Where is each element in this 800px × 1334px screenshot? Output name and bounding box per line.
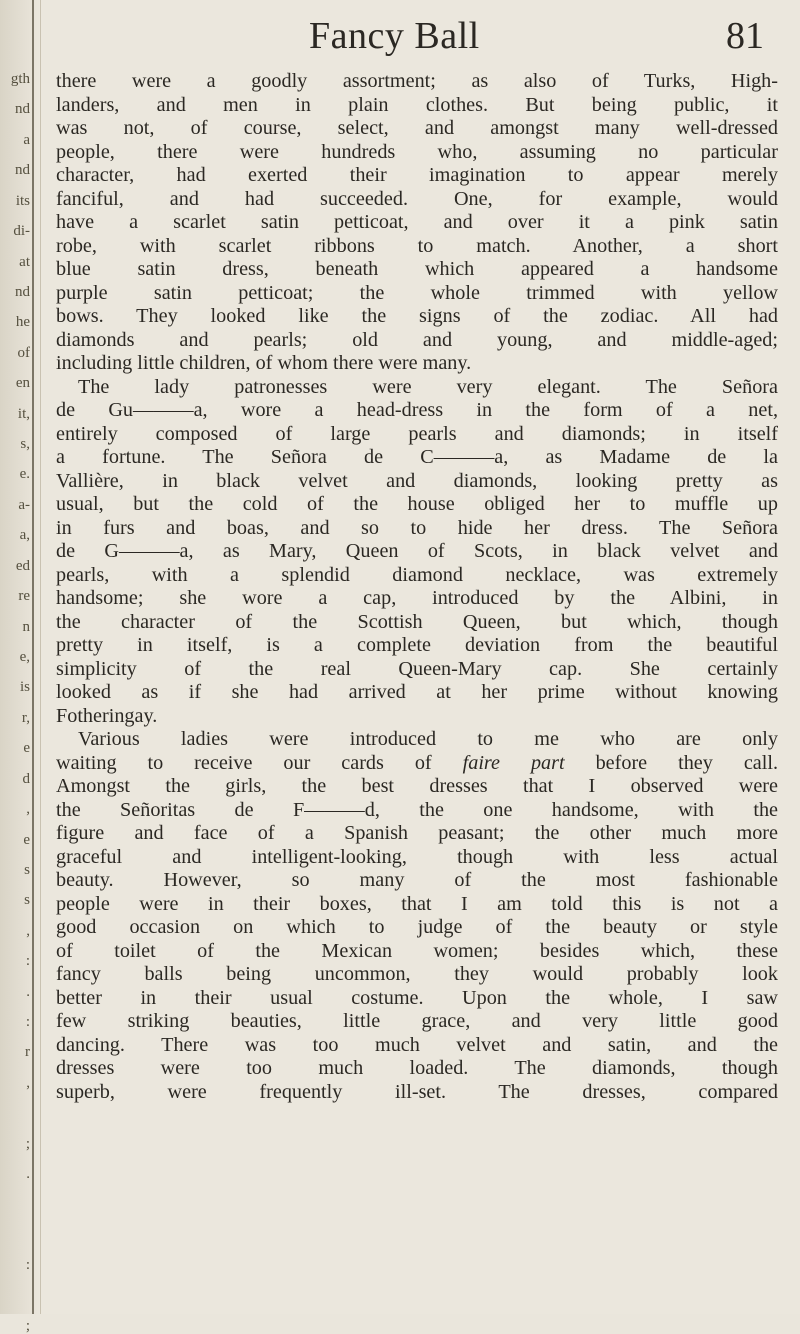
text-line: Various ladies were introduced to me who are only	[78, 728, 778, 750]
running-title: Fancy Ball	[309, 15, 480, 57]
gutter-fragment: of	[17, 345, 30, 361]
text-line: bows. They looked like the signs of the zodiac. All had	[56, 305, 778, 327]
gutter-fragment: :	[25, 1258, 30, 1274]
text-line: figure and face of a Spanish peasant; the other much more	[56, 822, 778, 844]
text-line: including little children, of whom there were many.	[56, 352, 472, 374]
gutter-fragment: he	[15, 315, 30, 331]
gutter-fragment: s,	[20, 437, 30, 453]
text-line: people were in their boxes, that I am told this is not a	[56, 892, 778, 915]
text-line: fancy balls being uncommon, they would probably look	[56, 963, 778, 985]
text-line: looked as if she had arrived at her prime without knowing	[56, 681, 778, 703]
text-line: The lady patronesses were very elegant. The Señora	[78, 375, 778, 398]
text-line: simplicity of the real Queen-Mary cap. She certainly	[56, 657, 778, 680]
text-line: waiting to receive our cards of faire part before they call.	[56, 751, 779, 774]
gutter-fragment: a,	[19, 528, 30, 544]
gutter-fragment: ;	[25, 1319, 30, 1334]
page-number: 81	[726, 15, 764, 57]
gutter-fragment: d	[22, 771, 30, 787]
gutter-fragment: n	[22, 619, 30, 635]
gutter-fragment: its	[15, 193, 30, 209]
text-line: fanciful, and had succeeded. One, for example, would	[56, 187, 778, 210]
gutter-fragment: e	[23, 832, 30, 848]
gutter-fragment: di-	[13, 224, 30, 240]
text-line: good occasion on which to judge of the beauty or style	[56, 916, 778, 938]
text-line: a fortune. The Señora de C———a, as Madame de la	[56, 446, 778, 468]
text-line: pretty in itself, is a complete deviation from the beautiful	[56, 634, 778, 656]
gutter-fragment: r	[25, 1045, 30, 1061]
binding-rule	[32, 0, 34, 1314]
text-line: blue satin dress, beneath which appeared a handsome	[56, 258, 778, 280]
text-line: Fotheringay.	[56, 704, 158, 727]
text-line: Amongst the girls, the best dresses that I observed were	[56, 775, 778, 797]
text-line: of toilet of the Mexican women; besides which, these	[56, 939, 778, 962]
text-line: handsome; she wore a cap, introduced by the Albini, in	[56, 587, 778, 609]
gutter-fragment: a	[23, 132, 30, 148]
gutter-fragment: .	[26, 1167, 30, 1183]
gutter-fragment: a-	[18, 497, 30, 513]
gutter-fragment: ,	[26, 923, 30, 939]
text-line: de Gu———a, wore a head-dress in the form of a net,	[56, 399, 778, 421]
text-line: dresses were too much loaded. The diamonds, though	[56, 1057, 778, 1079]
gutter-fragment: e	[23, 741, 30, 757]
text-line: purple satin petticoat; the whole trimmed with yellow	[56, 281, 778, 304]
gutter-fragment: ;	[25, 1136, 30, 1152]
gutter-fragment: is	[19, 680, 30, 696]
text-line: the Señoritas de F———d, the one handsome, with the	[56, 798, 778, 821]
text-line: was not, of course, select, and amongst many well-dressed	[56, 117, 778, 139]
gutter-fragment: re	[18, 589, 30, 605]
text-line: better in their usual costume. Upon the whole, I saw	[56, 986, 778, 1009]
text-line: in furs and boas, and so to hide her dress. The Señora	[56, 516, 778, 539]
gutter-fragment: .	[26, 984, 30, 1000]
gutter-fragment: e.	[19, 467, 30, 483]
text-line: entirely composed of large pearls and diamonds; in itself	[56, 422, 778, 445]
gutter-fragment: ,	[26, 1075, 30, 1091]
text-line: graceful and intelligent-looking, though with less actual	[56, 845, 778, 868]
gutter-fragment: nd	[15, 284, 30, 300]
gutter-fragment: r,	[21, 710, 30, 726]
gutter-fragment: ed	[15, 558, 30, 574]
text-line: there were a goodly assortment; as also of Turks, High-	[56, 70, 778, 92]
text-line: beauty. However, so many of the most fashionable	[56, 869, 778, 891]
facing-page-gutter	[0, 0, 41, 1334]
gutter-fragment: e,	[19, 649, 30, 665]
gutter-fragment: nd	[15, 102, 30, 118]
gutter-fragment: ,	[26, 802, 30, 818]
gutter-fragment: it,	[17, 406, 30, 422]
gutter-fragment: s	[24, 893, 30, 909]
text-line: Vallière, in black velvet and diamonds, looking pretty as	[56, 469, 778, 492]
italic-phrase: faire part	[462, 751, 565, 774]
gutter-fragment: nd	[15, 163, 30, 179]
text-line: the character of the Scottish Queen, but which, though	[56, 610, 778, 633]
text-line: few striking beauties, little grace, and very little good	[56, 1010, 778, 1032]
gutter-fragment: en	[15, 376, 30, 392]
body-text	[56, 70, 778, 1104]
text-line: people, there were hundreds who, assuming no particular	[56, 140, 778, 163]
gutter-fragment: :	[25, 954, 30, 970]
text-line: robe, with scarlet ribbons to match. Another, a short	[56, 234, 778, 257]
text-line: have a scarlet satin petticoat, and over it a pink satin	[56, 211, 778, 233]
gutter-fragment: at	[19, 254, 30, 270]
text-line: pearls, with a splendid diamond necklace, was extremely	[56, 563, 778, 586]
running-head	[56, 10, 776, 62]
text-line: landers, and men in plain clothes. But being public, it	[56, 93, 778, 116]
text-line: character, had exerted their imagination to appear merely	[56, 164, 778, 186]
gutter-fragment: :	[25, 1015, 30, 1031]
text-line: dancing. There was too much velvet and satin, and the	[56, 1033, 778, 1056]
text-line: diamonds and pearls; old and young, and middle-aged;	[56, 328, 778, 351]
gutter-fragment: s	[24, 862, 30, 878]
text-line: de G———a, as Mary, Queen of Scots, in black velvet and	[56, 540, 778, 562]
gutter-fragment: gth	[10, 72, 30, 87]
text-line: superb, were frequently ill-set. The dresses, compared	[56, 1080, 778, 1103]
text-line: usual, but the cold of the house obliged her to muffle up	[56, 493, 778, 515]
